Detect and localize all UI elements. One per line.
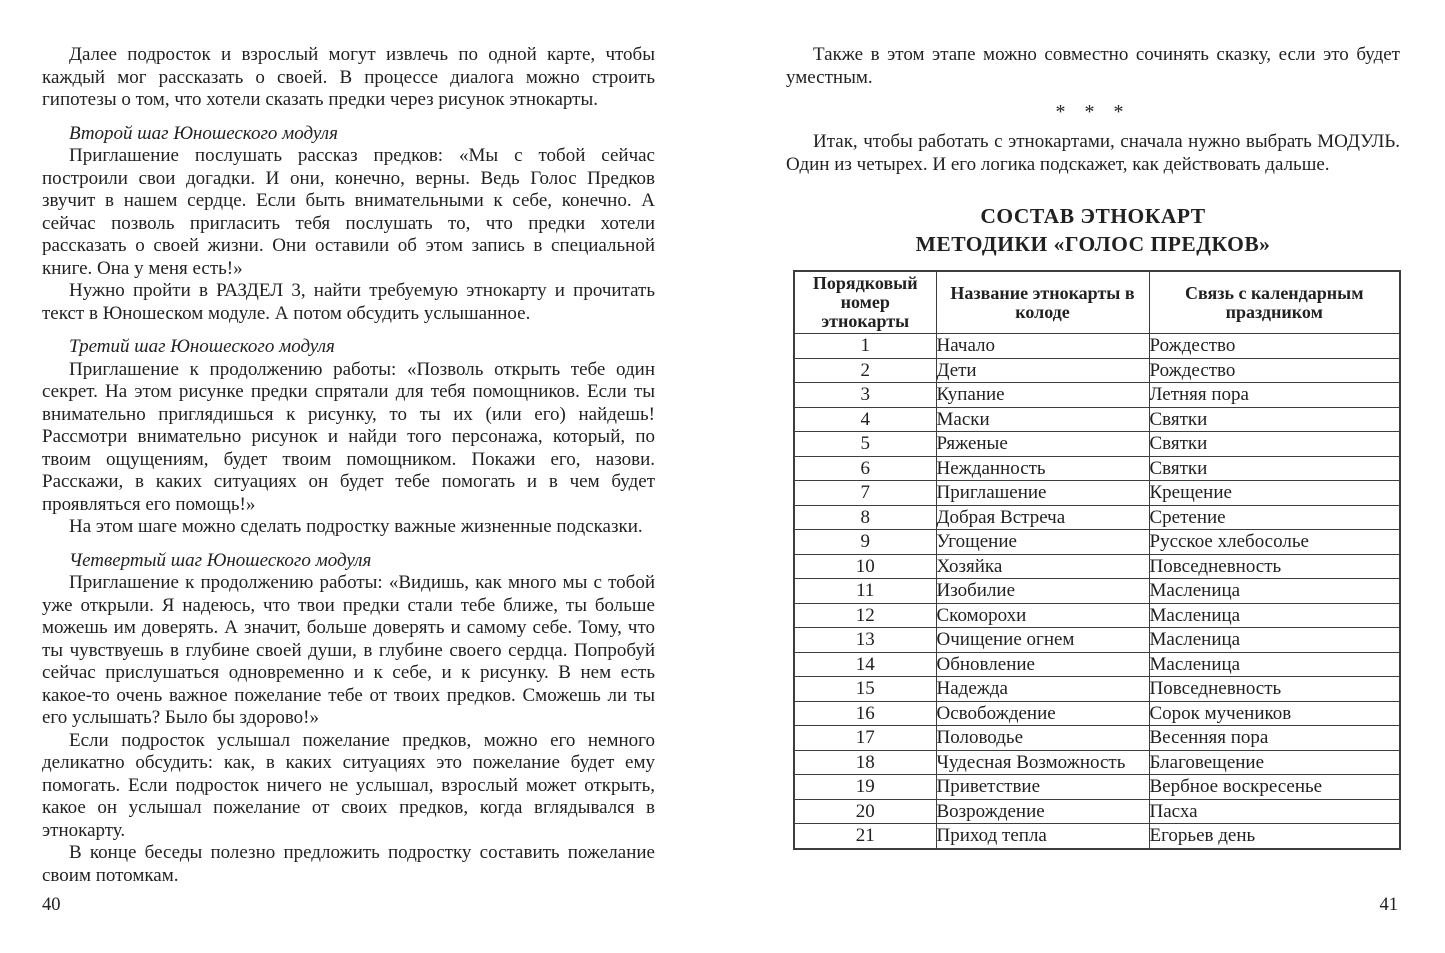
cell-number: 8 (794, 505, 936, 530)
cell-name: Угощение (936, 530, 1149, 555)
table-row (794, 505, 1400, 530)
cell-name: Приглашение (936, 481, 1149, 506)
cell-name: Дети (936, 358, 1149, 383)
table-header-row (794, 271, 1400, 334)
cell-holiday: Вербное воскресенье (1149, 775, 1400, 800)
step3-heading: Третий шаг Юношеского модуля (69, 336, 335, 357)
cell-holiday: Святки (1149, 456, 1400, 481)
cell-number: 12 (794, 603, 936, 628)
page-right-text-block (786, 0, 1400, 850)
cell-name: Ряженые (936, 432, 1149, 457)
cell-number: 18 (794, 750, 936, 775)
table-row (794, 750, 1400, 775)
paragraph-step3-note: На этом шаге можно сделать подростку важные жизненные подсказки. (69, 516, 643, 537)
table-row (794, 407, 1400, 432)
table-row (794, 603, 1400, 628)
cell-number: 3 (794, 383, 936, 408)
cell-name: Надежда (936, 677, 1149, 702)
cell-holiday: Святки (1149, 432, 1400, 457)
cell-number: 1 (794, 334, 936, 359)
cell-holiday: Весенняя пора (1149, 726, 1400, 751)
paragraph-step3-invite: Приглашение к продолжению работы: «Позволь открыть тебе один секрет. На этом рисунке предки спрятали для тебя помощников. Если ты внимательно приглядишься к рисунку, то ты их (или его) найдешь! Рассмотри внимательно рисунок и найди того персонажа, который, по твоим ощущениям, будет твоим помощником. Покажи его, назови. Расскажи, в каких ситуациях он будет тебе помогать и в чем будет проявляться его помощь!» (42, 358, 655, 515)
cell-holiday: Крещение (1149, 481, 1400, 506)
cell-name: Освобождение (936, 701, 1149, 726)
cell-holiday: Русское хлебосолье (1149, 530, 1400, 555)
table-row (794, 579, 1400, 604)
cell-number: 20 (794, 799, 936, 824)
cell-number: 9 (794, 530, 936, 555)
cell-name: Добрая Встреча (936, 505, 1149, 530)
cell-holiday: Егорьев день (1149, 824, 1400, 849)
cell-number: 7 (794, 481, 936, 506)
cell-number: 17 (794, 726, 936, 751)
cell-name: Приветствие (936, 775, 1149, 800)
page-number-right: 41 (1379, 895, 1398, 915)
header-cell-holiday: Связь с календарным праздником (1149, 271, 1400, 334)
paragraph-step4-final: В конце беседы полезно предложить подростку составить пожелание своим потомкам. (42, 842, 655, 886)
cell-number: 11 (794, 579, 936, 604)
cell-number: 14 (794, 652, 936, 677)
cell-name: Возрождение (936, 799, 1149, 824)
header-cell-name: Название этнокарты в колоде (936, 271, 1149, 334)
cell-number: 4 (794, 407, 936, 432)
table-row (794, 358, 1400, 383)
cell-name: Очищение огнем (936, 628, 1149, 653)
table-row (794, 334, 1400, 359)
cell-name: Половодье (936, 726, 1149, 751)
step4-heading: Четвертый шаг Юношеского модуля (69, 549, 372, 571)
cell-holiday: Масленица (1149, 603, 1400, 628)
cell-name: Чудесная Возможность (936, 750, 1149, 775)
page-right (786, 0, 1400, 953)
table-title-line2: МЕТОДИКИ «ГОЛОС ПРЕДКОВ» (915, 232, 1271, 256)
table-row (794, 799, 1400, 824)
cell-name: Хозяйка (936, 554, 1149, 579)
paragraph-intro: Далее подросток и взрослый могут извлечь по одной карте, чтобы каждый мог рассказать о своей. В процессе диалога можно строить гипотезы о том, что хотели сказать предки через рисунок этнокарты. (42, 44, 655, 110)
cell-holiday: Сорок мучеников (1149, 701, 1400, 726)
table-row (794, 456, 1400, 481)
cell-holiday: Масленица (1149, 652, 1400, 677)
cell-holiday: Масленица (1149, 628, 1400, 653)
table-body (794, 334, 1400, 849)
cell-holiday: Летняя пора (1149, 383, 1400, 408)
cell-name: Нежданность (936, 456, 1149, 481)
table-row (794, 824, 1400, 849)
table-row (794, 775, 1400, 800)
cell-holiday: Благовещение (1149, 750, 1400, 775)
cell-name: Скоморохи (936, 603, 1149, 628)
table-title (786, 202, 1400, 258)
table-row (794, 554, 1400, 579)
cell-name: Маски (936, 407, 1149, 432)
ethnocards-table (793, 270, 1401, 850)
table-title-line1: СОСТАВ ЭТНОКАРТ (980, 204, 1206, 228)
cell-number: 15 (794, 677, 936, 702)
cell-holiday: Повседневность (1149, 677, 1400, 702)
cell-name: Изобилие (936, 579, 1149, 604)
table-row (794, 383, 1400, 408)
paragraph-step2-invite: Приглашение послушать рассказ предков: «Мы с тобой сейчас построили свои догадки. И они, конечно, верны. Ведь Голос Предков звучит в нашем сердце. Если быть внимательными к себе, конечно. А сейчас позволь пригласить тебя послушать то, что предки хотели рассказать о своей жизни. Они оставили об этом запись в специальной книге. Она у меня есть!» (42, 145, 655, 279)
cell-name: Купание (936, 383, 1149, 408)
page-left-text-block (42, 0, 655, 887)
cell-number: 13 (794, 628, 936, 653)
page-left (42, 0, 655, 953)
cell-holiday: Сретение (1149, 505, 1400, 530)
paragraph-module: Итак, чтобы работать с этнокартами, сначала нужно выбрать МОДУЛЬ. Один из четырех. И его логика подскажет, как действовать дальше. (786, 131, 1400, 175)
header-cell-number: Порядковый номер этнокарты (794, 271, 936, 334)
cell-number: 16 (794, 701, 936, 726)
paragraph-step2-nav: Нужно пройти в РАЗДЕЛ 3, найти требуемую этнокарту и прочитать текст в Юношеском модуле. А потом обсудить услышанное. (42, 280, 655, 324)
table-header (794, 271, 1400, 334)
cell-holiday: Рождество (1149, 334, 1400, 359)
table-row (794, 726, 1400, 751)
asterisk-separator: * * * (1055, 101, 1131, 123)
cell-number: 6 (794, 456, 936, 481)
paragraph-step4-invite: Приглашение к продолжению работы: «Видишь, как много мы с тобой уже открыли. Я надеюсь, что твои предки стали тебе ближе, ты больше можешь им доверять. А значит, больше доверять и самому себе. Тому, что ты чувствуешь в глубине своей души, в глубине своего сердца. Попробуй сейчас прислушаться одновременно и к себе, и к рисунку. В нем есть какое-то очень важное пожелание тебе от твоих предков. Сможешь ли ты его услышать? Было бы здорово!» (42, 572, 655, 728)
cell-holiday: Масленица (1149, 579, 1400, 604)
cell-number: 2 (794, 358, 936, 383)
table-row (794, 701, 1400, 726)
cell-number: 21 (794, 824, 936, 849)
cell-number: 19 (794, 775, 936, 800)
cell-name: Обновление (936, 652, 1149, 677)
table-row (794, 652, 1400, 677)
cell-holiday: Святки (1149, 407, 1400, 432)
cell-name: Начало (936, 334, 1149, 359)
table-row (794, 432, 1400, 457)
cell-name: Приход тепла (936, 824, 1149, 849)
cell-number: 10 (794, 554, 936, 579)
table-row (794, 677, 1400, 702)
table-row (794, 530, 1400, 555)
cell-holiday: Пасха (1149, 799, 1400, 824)
cell-holiday: Рождество (1149, 358, 1400, 383)
page-number-left: 40 (42, 895, 61, 915)
paragraph-tale: Также в этом этапе можно совместно сочинять сказку, если это будет уместным. (786, 44, 1400, 88)
step2-heading: Второй шаг Юношеского модуля (69, 122, 338, 144)
cell-number: 5 (794, 432, 936, 457)
table-row (794, 628, 1400, 653)
table-row (794, 481, 1400, 506)
paragraph-step4-discuss: Если подросток услышал пожелание предков, можно его немного деликатно обсудить: как, в каких ситуациях это пожелание будет ему помогать. Если подросток ничего не услышал, взрослый может открыть, какое он услышал пожелание от своих предков, когда вглядывался в этнокарту. (42, 729, 655, 841)
cell-holiday: Повседневность (1149, 554, 1400, 579)
